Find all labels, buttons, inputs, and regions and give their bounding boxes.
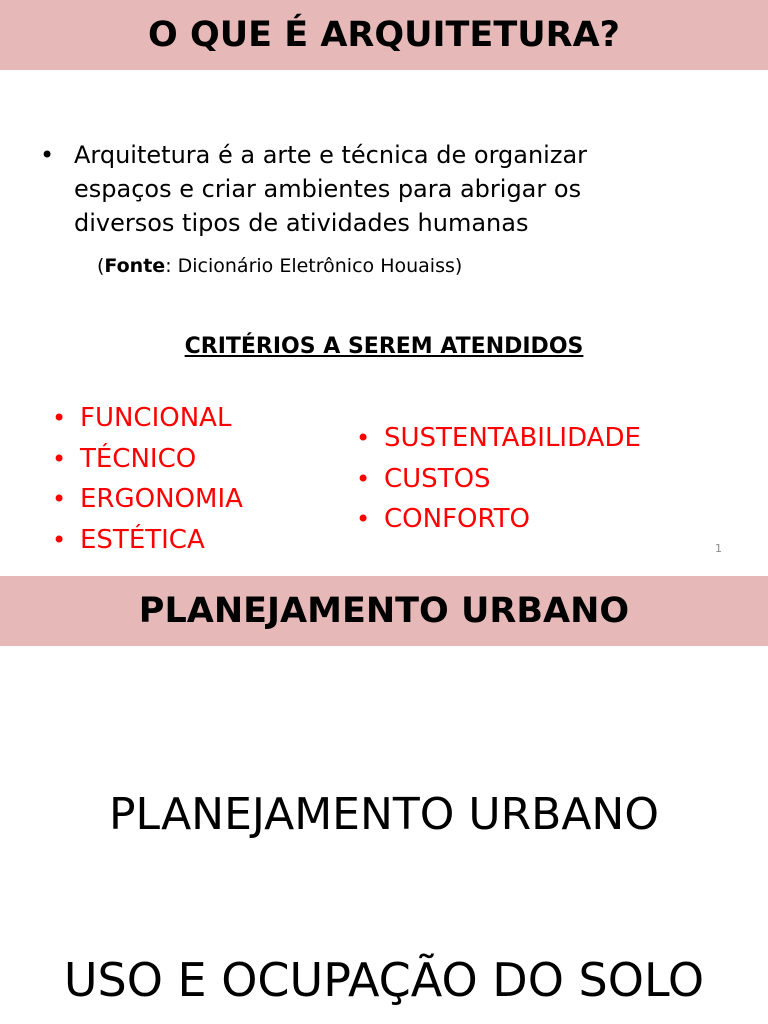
bullet-dot: • <box>52 444 67 473</box>
source-citation <box>97 255 462 277</box>
criteria-item-label: TÉCNICO <box>80 443 197 474</box>
definition-bullet <box>40 138 680 240</box>
criteria-item <box>356 418 641 459</box>
criteria-item-label: ESTÉTICA <box>80 524 205 555</box>
criteria-item-label: FUNCIONAL <box>80 403 232 434</box>
definition-text: Arquitetura é a arte e técnica de organizar espaços e criar ambientes para abrigar os diversos tipos de atividades humanas <box>74 141 588 237</box>
source-label: Fonte <box>104 255 166 277</box>
criteria-item-label: ERGONOMIA <box>80 484 243 515</box>
page-number: 1 <box>715 542 722 555</box>
slide-2 <box>0 576 768 1024</box>
bullet-dot: • <box>356 505 371 534</box>
criteria-item <box>52 439 243 480</box>
bullet-dot: • <box>356 464 371 493</box>
slide-2-title: PLANEJAMENTO URBANO <box>138 591 630 631</box>
slide-1-title: O QUE É ARQUITETURA? <box>148 15 620 55</box>
slide-1-title-bar <box>0 0 768 70</box>
bullet-dot: • <box>52 525 67 554</box>
criteria-heading: CRITÉRIOS A SEREM ATENDIDOS <box>184 334 584 359</box>
criteria-item <box>356 499 641 540</box>
slide-2-line-2: USO E OCUPAÇÃO DO SOLO <box>63 953 705 1007</box>
criteria-item <box>52 520 243 561</box>
criteria-item-label: CUSTOS <box>384 463 491 494</box>
bullet-dot: • <box>52 404 67 433</box>
slide-2-title-bar <box>0 576 768 646</box>
criteria-item <box>356 459 641 500</box>
criteria-item-label: SUSTENTABILIDADE <box>384 423 641 454</box>
bullet-dot: • <box>40 141 55 169</box>
criteria-item-label: CONFORTO <box>384 504 531 535</box>
slide-2-line-1: PLANEJAMENTO URBANO <box>109 789 659 840</box>
criteria-item <box>52 479 243 520</box>
bullet-dot: • <box>52 485 67 514</box>
bullet-dot: • <box>356 424 371 453</box>
source-rest: : Dicionário Eletrônico Houaiss) <box>165 255 463 277</box>
criteria-list-right <box>356 418 641 540</box>
criteria-list-left <box>52 398 243 560</box>
source-open: ( <box>97 255 105 277</box>
criteria-item <box>52 398 243 439</box>
